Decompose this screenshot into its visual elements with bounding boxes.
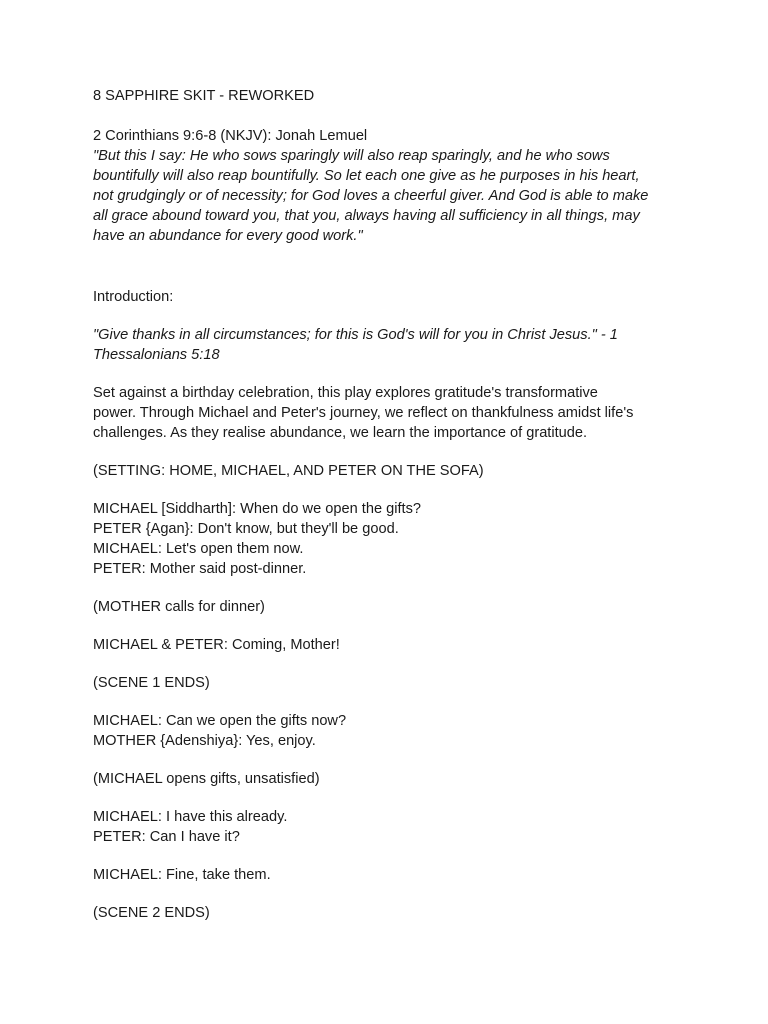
scripture-line: not grudgingly or of necessity; for God loves a cheerful giver. And God is able to make — [93, 188, 649, 204]
dialogue-block — [93, 807, 683, 847]
introduction-quote — [93, 325, 683, 365]
dialogue-line: MICHAEL & PETER: Coming, Mother! — [93, 637, 340, 653]
spacer — [93, 481, 683, 499]
scene-end: (SCENE 1 ENDS) — [93, 675, 210, 691]
spacer — [93, 789, 683, 807]
spacer — [93, 579, 683, 597]
document-page — [93, 86, 683, 923]
document-title: 8 SAPPHIRE SKIT - REWORKED — [93, 88, 315, 104]
spacer — [93, 617, 683, 635]
spacer — [93, 106, 683, 126]
scripture-reference: 2 Corinthians 9:6-8 (NKJV): Jonah Lemuel — [93, 128, 368, 144]
stage-direction: (MICHAEL opens gifts, unsatisfied) — [93, 771, 320, 787]
spacer — [93, 443, 683, 461]
summary-line: challenges. As they realise abundance, we learn the importance of gratitude. — [93, 425, 588, 441]
scene-end: (SCENE 2 ENDS) — [93, 905, 210, 921]
spacer — [93, 693, 683, 711]
introduction-heading: Introduction: — [93, 289, 174, 305]
dialogue-line: PETER: Mother said post-dinner. — [93, 561, 307, 577]
dialogue-line: MICHAEL [Siddharth]: When do we open the gifts? — [93, 501, 421, 517]
spacer — [93, 307, 683, 325]
stage-setting: (SETTING: HOME, MICHAEL, AND PETER ON THE SOFA) — [93, 463, 484, 479]
dialogue-block — [93, 711, 683, 751]
intro-quote-line: Thessalonians 5:18 — [93, 347, 220, 363]
spacer — [93, 246, 683, 287]
dialogue-line: MOTHER {Adenshiya}: Yes, enjoy. — [93, 733, 316, 749]
scripture-quote — [93, 146, 683, 246]
scripture-line: all grace abound toward you, that you, always having all sufficiency in all things, may — [93, 208, 640, 224]
summary-line: Set against a birthday celebration, this play explores gratitude's transformative — [93, 385, 598, 401]
introduction-summary — [93, 383, 683, 443]
stage-direction: (MOTHER calls for dinner) — [93, 599, 265, 615]
scripture-line: have an abundance for every good work." — [93, 228, 363, 244]
dialogue-line: PETER: Can I have it? — [93, 829, 240, 845]
scripture-line: "But this I say: He who sows sparingly will also reap sparingly, and he who sows — [93, 148, 610, 164]
spacer — [93, 885, 683, 903]
spacer — [93, 847, 683, 865]
dialogue-line: MICHAEL: Let's open them now. — [93, 541, 304, 557]
summary-line: power. Through Michael and Peter's journey, we reflect on thankfulness amidst life's — [93, 405, 634, 421]
dialogue-line: MICHAEL: Fine, take them. — [93, 867, 271, 883]
dialogue-line: MICHAEL: I have this already. — [93, 809, 288, 825]
dialogue-line: MICHAEL: Can we open the gifts now? — [93, 713, 347, 729]
spacer — [93, 751, 683, 769]
spacer — [93, 365, 683, 383]
dialogue-line: PETER {Agan}: Don't know, but they'll be good. — [93, 521, 399, 537]
scripture-line: bountifully will also reap bountifully. So let each one give as he purposes in his heart, — [93, 168, 640, 184]
dialogue-block — [93, 499, 683, 579]
intro-quote-line: "Give thanks in all circumstances; for this is God's will for you in Christ Jesus." - 1 — [93, 327, 618, 343]
spacer — [93, 655, 683, 673]
